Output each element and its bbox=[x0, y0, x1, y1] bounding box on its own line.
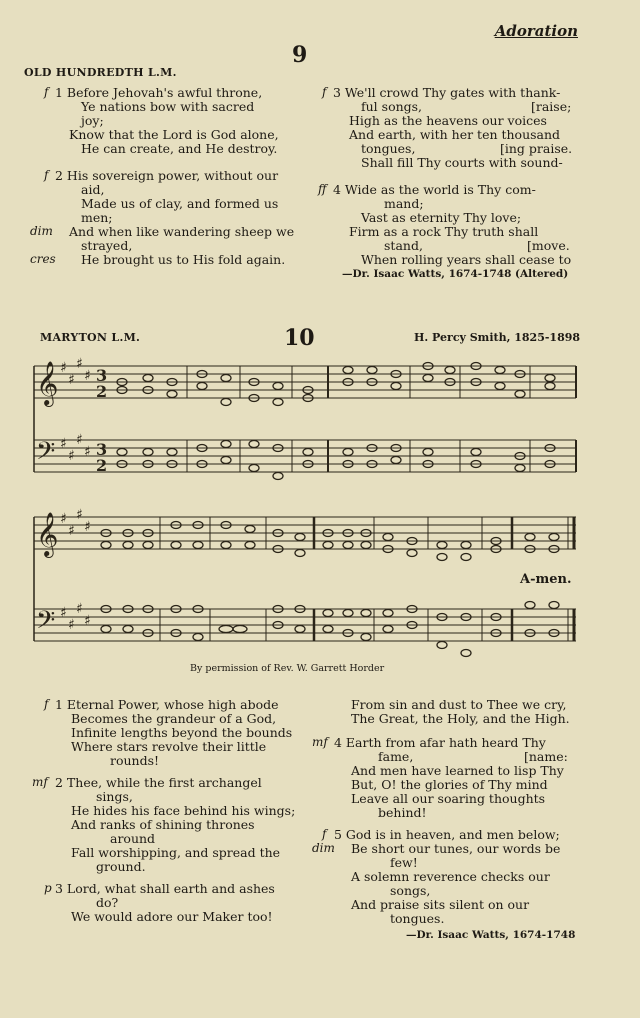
verse-line: And earth, with her ten thousand bbox=[349, 127, 561, 142]
verse-line: Know that the Lord is God alone, bbox=[69, 127, 279, 142]
verse-line: Be short our tunes, our words be bbox=[351, 841, 561, 856]
verse-line: 2 His sovereign power, without our bbox=[55, 168, 279, 183]
verse-line: Vast as eternity Thy love; bbox=[361, 210, 522, 225]
verse-line: 4 Earth from afar hath heard Thy bbox=[334, 735, 546, 750]
verse-line: [name: bbox=[524, 749, 568, 764]
verse-line: When rolling years shall cease to bbox=[361, 252, 572, 267]
verse-line: Fall worshipping, and spread the bbox=[71, 845, 281, 860]
verse-line: Firm as a rock Thy truth shall bbox=[349, 224, 539, 239]
verse-line: mand; bbox=[384, 196, 424, 211]
hymn-number-9: 9 bbox=[292, 42, 308, 68]
bass-clef-icon: 𝄢 bbox=[36, 606, 56, 641]
verse-line: do? bbox=[96, 895, 119, 910]
dynamic-marking: cres bbox=[30, 252, 56, 266]
verse-line: We would adore our Maker too! bbox=[71, 909, 273, 924]
dynamic-marking: f bbox=[44, 168, 49, 182]
svg-text:♯: ♯ bbox=[60, 360, 67, 376]
verse-line: Leave all our soaring thoughts bbox=[351, 791, 546, 806]
amen-label: A-men. bbox=[520, 572, 572, 587]
verse-line: The Great, the Holy, and the High. bbox=[351, 711, 570, 726]
verse-line: [raise; bbox=[531, 99, 572, 114]
svg-text:♯: ♯ bbox=[68, 523, 75, 539]
verse-line: 3 We'll crowd Thy gates with thank- bbox=[333, 85, 561, 100]
svg-text:♯: ♯ bbox=[84, 368, 91, 384]
verse-line: 1 Eternal Power, whose high abode bbox=[55, 697, 279, 712]
svg-text:♯: ♯ bbox=[68, 372, 75, 388]
svg-text:♯: ♯ bbox=[76, 432, 83, 448]
hymn-number-10: 10 bbox=[284, 325, 315, 351]
verse-line: He can create, and He destroy. bbox=[81, 141, 278, 156]
verse-line: ful songs, bbox=[361, 99, 423, 114]
verse-line: 4 Wide as the world is Thy com- bbox=[333, 182, 536, 197]
verse-line: strayed, bbox=[81, 238, 133, 253]
verse-line: around bbox=[110, 831, 156, 846]
verse-line: 2 Thee, while the first archangel bbox=[55, 775, 262, 790]
permission-credit: By permission of Rev. W. Garrett Horder bbox=[190, 663, 385, 674]
svg-text:3: 3 bbox=[96, 366, 108, 385]
dynamic-marking: f bbox=[44, 85, 49, 99]
verse-line: aid, bbox=[81, 182, 105, 197]
verse-line: few! bbox=[390, 855, 418, 870]
verse-line: And when like wandering sheep we bbox=[69, 224, 295, 239]
key-signature-sharps-icon bbox=[60, 356, 91, 464]
verse-line: [move. bbox=[527, 238, 570, 253]
verse-line: From sin and dust to Thee we cry, bbox=[351, 697, 567, 712]
dynamic-marking: p bbox=[44, 881, 52, 895]
verse-line: Infinite lengths beyond the bounds bbox=[71, 725, 293, 740]
verse-line: behind! bbox=[378, 805, 427, 820]
dynamic-marking: mf bbox=[32, 775, 48, 789]
dynamic-marking: ff bbox=[318, 182, 327, 196]
svg-text:♯: ♯ bbox=[84, 613, 91, 629]
verse-line: sings, bbox=[96, 789, 133, 804]
verse-line: songs, bbox=[390, 883, 431, 898]
verse-line: And praise sits silent on our bbox=[351, 897, 530, 912]
treble-clef-icon: 𝄞 bbox=[36, 512, 59, 556]
svg-text:♯: ♯ bbox=[68, 617, 75, 633]
svg-text:♯: ♯ bbox=[68, 448, 75, 464]
verse-line: And men have learned to lisp Thy bbox=[351, 763, 564, 778]
verse-line: men; bbox=[81, 210, 113, 225]
verse-line: rounds! bbox=[110, 753, 160, 768]
verse-line: A solemn reverence checks our bbox=[351, 869, 550, 884]
verse-line: [ing praise. bbox=[500, 141, 573, 156]
music-score-system-2 bbox=[30, 505, 580, 660]
verse-line: fame, bbox=[378, 749, 414, 764]
tune-name-maryton: MARYTON L.M. bbox=[40, 331, 141, 344]
svg-text:♯: ♯ bbox=[84, 519, 91, 535]
section-title: Adoration bbox=[494, 22, 578, 40]
time-signature-icon bbox=[96, 366, 107, 475]
verse-line: He hides his face behind his wings; bbox=[71, 803, 296, 818]
dynamic-marking: f bbox=[44, 697, 49, 711]
verse-line: Where stars revolve their little bbox=[71, 739, 267, 754]
svg-text:3: 3 bbox=[96, 440, 108, 459]
verse-line: 3 Lord, what shall earth and ashes bbox=[55, 881, 275, 896]
verse-line: 5 God is in heaven, and men below; bbox=[334, 827, 560, 842]
verse-line: joy; bbox=[81, 113, 104, 128]
bass-clef-icon: 𝄢 bbox=[36, 437, 56, 472]
verse-line: Shall fill Thy courts with sound- bbox=[361, 155, 563, 170]
music-score-system-1 bbox=[30, 352, 580, 502]
treble-clef-icon: 𝄞 bbox=[36, 361, 59, 405]
bass-notes-icon bbox=[101, 602, 559, 657]
hymn10-author: —Dr. Isaac Watts, 1674-1748 bbox=[406, 929, 576, 941]
composer: H. Percy Smith, 1825-1898 bbox=[414, 331, 581, 344]
verse-line: ground. bbox=[96, 859, 146, 874]
verse-line: tongues, bbox=[361, 141, 416, 156]
svg-text:♯: ♯ bbox=[76, 356, 83, 372]
svg-text:♯: ♯ bbox=[60, 511, 67, 527]
svg-text:♯: ♯ bbox=[76, 507, 83, 523]
verse-line: stand, bbox=[384, 238, 423, 253]
verse-line: Made us of clay, and formed us bbox=[81, 196, 279, 211]
svg-text:2: 2 bbox=[96, 456, 108, 475]
dynamic-marking: f bbox=[322, 827, 327, 841]
svg-text:♯: ♯ bbox=[60, 436, 67, 452]
verse-line: Ye nations bow with sacred bbox=[81, 99, 255, 114]
verse-line: High as the heavens our voices bbox=[349, 113, 547, 128]
dynamic-marking: f bbox=[322, 85, 327, 99]
svg-text:♯: ♯ bbox=[76, 601, 83, 617]
svg-text:♯: ♯ bbox=[60, 605, 67, 621]
dynamic-marking: dim bbox=[312, 841, 335, 855]
svg-text:♯: ♯ bbox=[84, 444, 91, 460]
verse-line: 1 Before Jehovah's awful throne, bbox=[55, 85, 263, 100]
verse-line: He brought us to His fold again. bbox=[81, 252, 286, 267]
bass-notes-icon bbox=[117, 441, 555, 480]
hymn9-author: —Dr. Isaac Watts, 1674-1748 (Altered) bbox=[342, 268, 569, 280]
dynamic-marking: mf bbox=[312, 735, 328, 749]
verse-line: Becomes the grandeur of a God, bbox=[71, 711, 277, 726]
verse-line: And ranks of shining thrones bbox=[71, 817, 255, 832]
verse-line: But, O! the glories of Thy mind bbox=[351, 777, 548, 792]
tune-name-old-hundredth: OLD HUNDREDTH L.M. bbox=[24, 66, 177, 79]
dynamic-marking: dim bbox=[30, 224, 53, 238]
verse-line: tongues. bbox=[390, 911, 445, 926]
key-signature-sharps-icon bbox=[60, 507, 91, 633]
treble-notes-icon bbox=[117, 363, 555, 406]
svg-text:2: 2 bbox=[96, 382, 108, 401]
